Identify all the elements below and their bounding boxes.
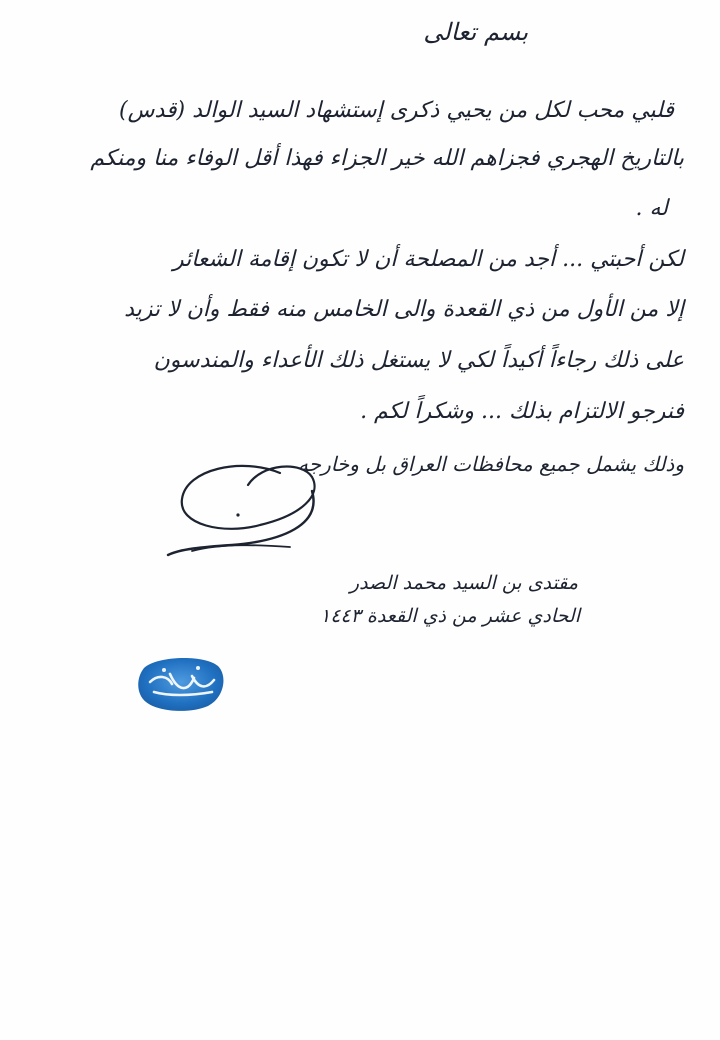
- letter-line: لكن أحبتي ... أجد من المصلحة أن لا تكون إقامة الشعائر: [172, 247, 684, 272]
- letter-line: وذلك يشمل جميع محافظات العراق بل وخارجه: [298, 452, 684, 476]
- letter-heading: بسم تعالى: [423, 18, 528, 46]
- letter-line: إلا من الأول من ذي القعدة والى الخامس منه فقط وأن لا تزيد: [124, 297, 684, 322]
- letter-line: قلبي محب لكل من يحيي ذكرى إستشهاد السيد الوالد (قدس): [119, 98, 674, 123]
- letter-line: له .: [635, 196, 668, 221]
- signature-date: الحادي عشر من ذي القعدة ١٤٤٣: [320, 605, 580, 627]
- official-seal-stamp: [134, 652, 226, 714]
- letter-line: بالتاريخ الهجري فجزاهم الله خير الجزاء فهذا أقل الوفاء منا ومنكم: [90, 146, 684, 171]
- handwritten-signature: [162, 455, 342, 565]
- letter-line: فنرجو الالتزام بذلك ... وشكراً لكم .: [360, 399, 684, 424]
- letter-line: على ذلك رجاءاً أكيداً لكي لا يستغل ذلك الأعداء والمندسون: [153, 348, 684, 373]
- signatory-name: مقتدى بن السيد محمد الصدر: [349, 572, 578, 594]
